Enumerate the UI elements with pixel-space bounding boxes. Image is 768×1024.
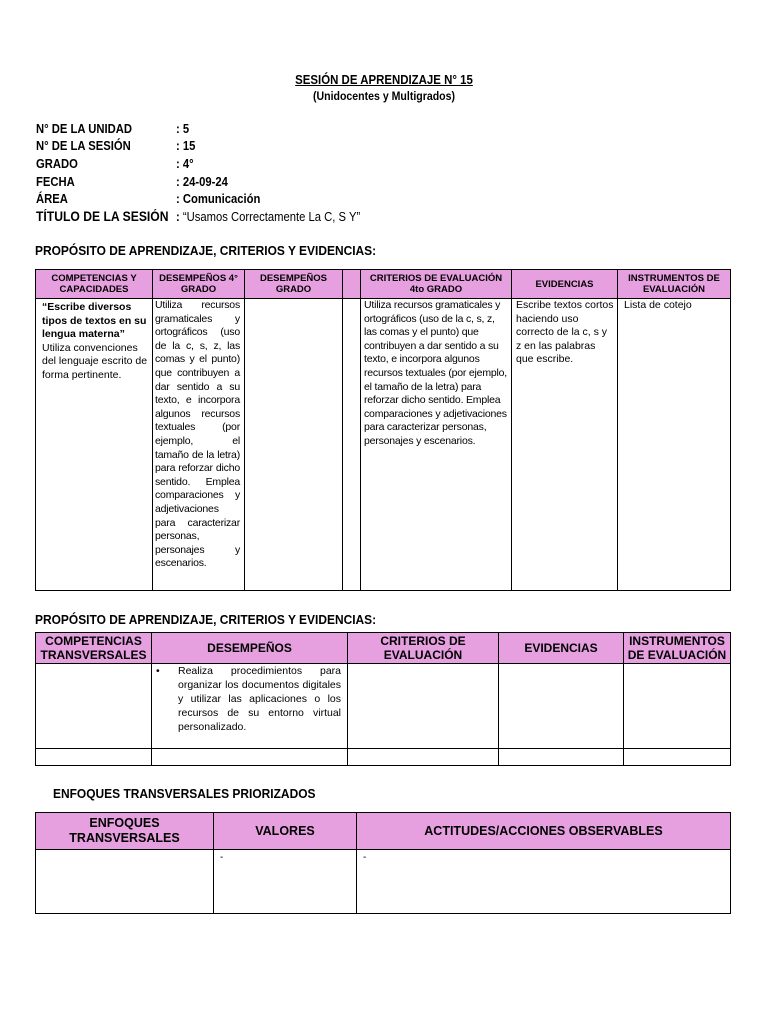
actitudes-cell: -	[357, 850, 731, 914]
enfoque-cell	[36, 850, 214, 914]
col-header-criterios: CRITERIOS DE EVALUACIÓN 4to GRADO	[361, 270, 512, 299]
table-cell	[499, 749, 624, 766]
session-info	[36, 120, 456, 226]
table-cell	[499, 664, 624, 749]
info-label: N° DE LA UNIDAD	[36, 121, 132, 136]
col-header-desempenos-grado: DESEMPEÑOS GRADO	[245, 270, 343, 299]
criterio-cell: Utiliza recursos gramaticales y ortográficos (uso de la c, s, z, las comas y el punto) que contribuyen a dar sentido a su texto, e incorpora algunos recursos textuales (por ejemplo, el tamaño de la letra) para reforzar dicho sentido. Emplea comparaciones y adjetivaciones para caracterizar personas, personajes y escenarios.	[361, 299, 512, 591]
info-row-area	[36, 190, 456, 208]
section-heading-proposito: PROPÓSITO DE APRENDIZAJE, CRITERIOS Y EVIDENCIAS:	[35, 243, 377, 258]
info-value: : 24-09-24	[176, 174, 228, 189]
col-header-valores: VALORES	[214, 813, 357, 850]
section-heading-enfoques: ENFOQUES TRANSVERSALES PRIORIZADOS	[53, 786, 316, 801]
title-colon: :	[176, 209, 183, 224]
info-row-titulo	[36, 208, 456, 226]
desempeno-text: Realiza procedimientos para organizar los documentos digitales y utilizar las aplicaciones o los recursos de su entorno virtual personalizado.	[178, 665, 341, 733]
info-value: : Comunicación	[176, 192, 261, 207]
capacidad-text: Utiliza convenciones del lenguaje escrito de forma pertinente.	[42, 341, 148, 381]
competencia-title: “Escribe diversos tipos de textos en su lengua materna”	[42, 301, 147, 341]
blank-cell	[343, 299, 361, 591]
col-header-competencias-transversales: COMPETENCIAS TRANSVERSALES	[36, 633, 152, 664]
table-cell	[36, 664, 152, 749]
col-header-actitudes: ACTITUDES/ACCIONES OBSERVABLES	[357, 813, 731, 850]
competencia-cell	[36, 299, 153, 591]
info-value	[176, 210, 360, 224]
session-subtitle: (Unidocentes y Multigrados)	[313, 89, 455, 103]
bullet-icon: •	[156, 665, 160, 677]
col-header-enfoques: ENFOQUES TRANSVERSALES	[36, 813, 214, 850]
col-header-competencias: COMPETENCIAS Y CAPACIDADES	[36, 270, 153, 299]
info-label: N° DE LA SESIÓN	[36, 139, 131, 154]
col-header-evidencias: EVIDENCIAS	[499, 633, 624, 664]
desempeno-cell: Utiliza recursos gramaticales y ortográficos (uso de la c, s, z, las comas y el punto) que contribuyen a dar sentido a su texto, e incorpora algunos recursos textuales (por ejemplo, el tamaño de la letra) para reforzar dicho sentido. Emplea comparaciones y adjetivaciones para caracterizar personas, personajes y escenarios.	[153, 299, 245, 591]
info-label: FECHA	[36, 174, 75, 189]
info-value: : 5	[176, 121, 190, 136]
info-row-fecha	[36, 173, 456, 191]
evidencia-cell: Escribe textos cortos haciendo uso correcto de la c, s y z en las palabras que escribe.	[512, 299, 618, 591]
col-header-evidencias: EVIDENCIAS	[512, 270, 618, 299]
info-label: TÍTULO DE LA SESIÓN	[36, 209, 169, 225]
info-value: : 15	[176, 139, 196, 154]
session-title: SESIÓN DE APRENDIZAJE N° 15	[295, 72, 473, 87]
section-heading-proposito-2: PROPÓSITO DE APRENDIZAJE, CRITERIOS Y EVIDENCIAS:	[35, 612, 377, 627]
col-header-desempenos-4: DESEMPEÑOS 4° GRADO	[153, 270, 245, 299]
transversal-approaches-table	[35, 812, 731, 914]
info-value: : 4°	[176, 156, 194, 171]
info-label: ÁREA	[36, 192, 68, 207]
table-cell	[348, 664, 499, 749]
valores-cell: -	[214, 850, 357, 914]
info-row-sesion	[36, 138, 456, 156]
instrumento-cell: Lista de cotejo	[618, 299, 731, 591]
transversal-competencies-table	[35, 632, 731, 766]
table-cell	[624, 749, 731, 766]
table-cell	[624, 664, 731, 749]
info-row-unidad	[36, 120, 456, 138]
col-header-instrumentos: INSTRUMENTOS DE EVALUACIÓN	[618, 270, 731, 299]
table-cell	[348, 749, 499, 766]
session-name: “Usamos Correctamente La C, S Y”	[182, 209, 361, 224]
list-item	[156, 664, 341, 734]
desempeno-cell	[152, 664, 348, 749]
col-header-criterios: CRITERIOS DE EVALUACIÓN	[348, 633, 499, 664]
table-cell	[36, 749, 152, 766]
col-header-desempenos: DESEMPEÑOS	[152, 633, 348, 664]
col-header-blank	[343, 270, 361, 299]
col-header-instrumentos: INSTRUMENTOS DE EVALUACIÓN	[624, 633, 731, 664]
desempeno-grado-cell	[245, 299, 343, 591]
learning-purpose-table	[35, 269, 731, 591]
info-label: GRADO	[36, 156, 78, 171]
table-cell	[152, 749, 348, 766]
info-row-grado	[36, 155, 456, 173]
